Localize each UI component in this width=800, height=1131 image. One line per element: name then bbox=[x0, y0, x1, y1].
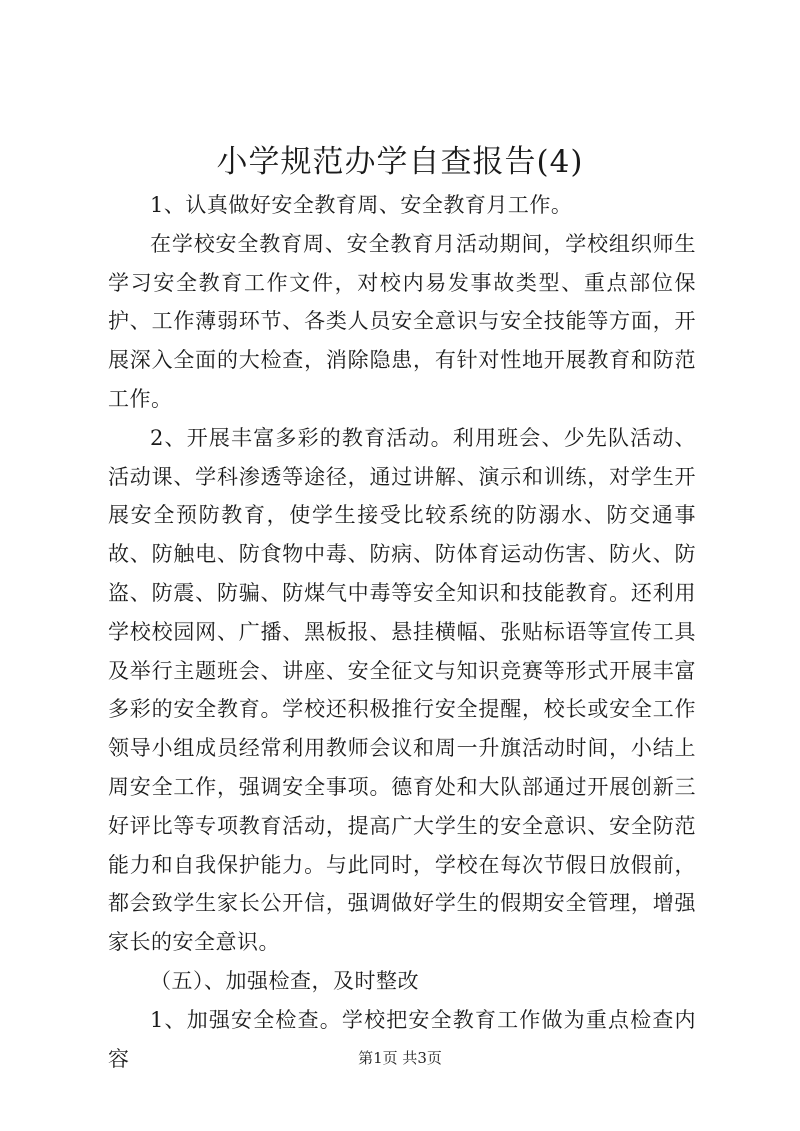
document-body bbox=[108, 186, 696, 1078]
page-number-footer: 第1页 共3页 bbox=[358, 1049, 442, 1067]
paragraph-activities: 2、开展丰富多彩的教育活动。利用班会、少先队活动、活动课、学科渗透等途径，通过讲解、演示和训练，对学生开展安全预防教育，使学生接受比较系统的防溺水、防交通事故、防触电、防食物中毒、防病、防体育运动伤害、防火、防盗、防震、防骗、防煤气中毒等安全知识和技能教育。还利用学校校园网、广播、黑板报、悬挂横幅、张贴标语等宣传工具及举行主题班会、讲座、安全征文与知识竞赛等形式开展丰富多彩的安全教育。学校还积极推行安全提醒，校长或安全工作领导小组成员经常利用教师会议和周一升旗活动时间，小结上周安全工作，强调安全事项。德育处和大队部通过开展创新三好评比等专项教育活动，提高广大学生的安全意识、安全防范能力和自我保护能力。与此同时，学校在每次节假日放假前，都会致学生家长公开信，强调做好学生的假期安全管理，增强家长的安全意识。 bbox=[108, 425, 696, 955]
document-title: 小学规范办学自查报告(4) bbox=[216, 144, 584, 180]
paragraph-safety-week: 1、认真做好安全教育周、安全教育月工作。 bbox=[150, 193, 573, 217]
paragraph-inspection: 在学校安全教育周、安全教育月活动期间，学校组织师生学习安全教育工作文件，对校内易发事故类型、重点部位保护、工作薄弱环节、各类人员安全意识与安全技能等方面，开展深入全面的大检查，消除隐患，有针对性地开展教育和防范工作。 bbox=[108, 231, 696, 411]
section-heading-five: （五）、加强检查，及时整改 bbox=[150, 968, 419, 993]
paragraph-strengthen-check: 1、加强安全检查。学校把安全教育工作做为重点检查内容 bbox=[108, 1007, 696, 1071]
